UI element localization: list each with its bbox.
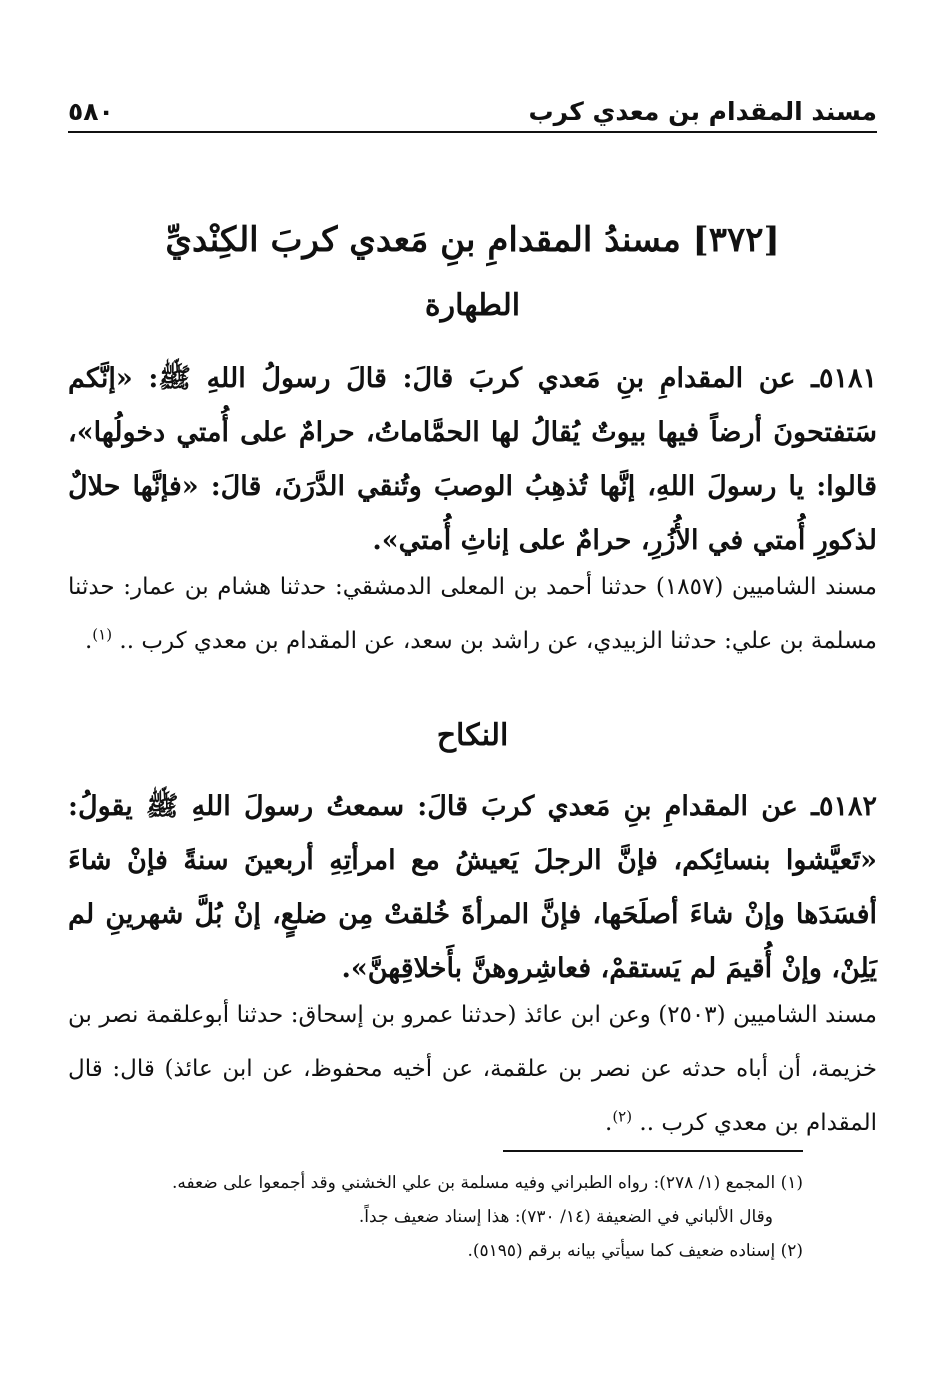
footnote-1-continued: وقال الألباني في الضعيفة (١٤/ ٧٣٠): هذا إسناد ضعيف جداً. bbox=[358, 1207, 773, 1227]
source-text: مسند الشاميين (١٨٥٧) حدثنا أحمد بن المعلى الدمشقي: حدثنا هشام بن عمار: حدثنا مسلمة بن علي: حدثنا الزبيدي، عن راشد بن سعد، عن المقدام بن معدي كرب .. bbox=[68, 574, 877, 654]
hadith-number: ٥١٨٢ـ bbox=[811, 791, 877, 822]
hadith-5181 bbox=[68, 352, 877, 568]
running-header bbox=[68, 88, 877, 128]
source-text: مسند الشاميين (٢٥٠٣) وعن ابن عائذ (حدثنا عمرو بن إسحاق: حدثنا أبوعلقمة نصر بن خزيمة، أن أباه حدثه عن نصر بن علقمة، عن أخيه محفوظ، عن ابن عائذ) قال: قال المقدام بن معدي كرب .. bbox=[68, 1002, 877, 1136]
footnote-1: (١) المجمع (١/ ٢٧٨): رواه الطبراني وفيه مسلمة بن علي الخشني وقد أجمعوا على ضعفه. bbox=[171, 1173, 803, 1193]
footnote-ref-1[interactable]: (١) bbox=[92, 625, 113, 644]
section-heading-nikah: النكاح bbox=[436, 718, 509, 753]
chapter-title: [٣٧٢] مسندُ المقدامِ بنِ مَعدي كربَ الكِنْديِّ bbox=[165, 220, 780, 260]
hadith-text: عن المقدامِ بنِ مَعدي كربَ قالَ: سمعتُ رسولَ اللهِ ﷺ يقولُ: «تَعيَّشوا بنسائِكم، فإنَّ الرجلَ يَعيشُ مع امرأتِهِ أربعينَ سنةً فإنْ شاءَ أفسَدَها وإنْ شاءَ أصلَحَها، فإنَّ المرأةَ خُلقتْ مِن ضلعٍ، إنْ بُلَّ شهرينِ لم يَلِنْ، وإنْ أُقيمَ لم يَستقمْ، فعاشِروهنَّ بأَخلاقِهنَّ». bbox=[68, 791, 877, 984]
hadith-5181-source bbox=[68, 560, 877, 668]
section-heading-taharah: الطهارة bbox=[424, 288, 521, 323]
source-end: . bbox=[84, 628, 93, 654]
running-title: مسند المقدام بن معدي كرب bbox=[528, 97, 877, 126]
hadith-number: ٥١٨١ـ bbox=[811, 363, 877, 394]
hadith-5182-source bbox=[68, 988, 877, 1150]
hadith-5182 bbox=[68, 780, 877, 996]
source-end: . bbox=[605, 1110, 613, 1136]
page-number: ٥٨٠ bbox=[68, 97, 114, 126]
header-divider bbox=[68, 131, 877, 133]
footnote-ref-2[interactable]: (٢) bbox=[612, 1107, 633, 1126]
footnotes bbox=[68, 1166, 803, 1268]
footnote-divider bbox=[503, 1150, 803, 1152]
hadith-text: عن المقدامِ بنِ مَعدي كربَ قالَ: قالَ رسولُ اللهِ ﷺ: «إنَّكم سَتفتحونَ أرضاً فيها بيوتٌ يُقالُ لها الحمَّاماتُ، حرامٌ على أُمتي دخولُها»، قالوا: يا رسولَ اللهِ، إنَّها تُذهِبُ الوصبَ وتُنقي الدَّرَنَ، قالَ: «فإنَّها حلالٌ لذكورِ أُمتي في الأُزُرِ، حرامٌ على إناثِ أُمتي». bbox=[68, 363, 877, 556]
footnote-2: (٢) إسناده ضعيف كما سيأتي بيانه برقم (٥١٩٥). bbox=[467, 1241, 803, 1261]
